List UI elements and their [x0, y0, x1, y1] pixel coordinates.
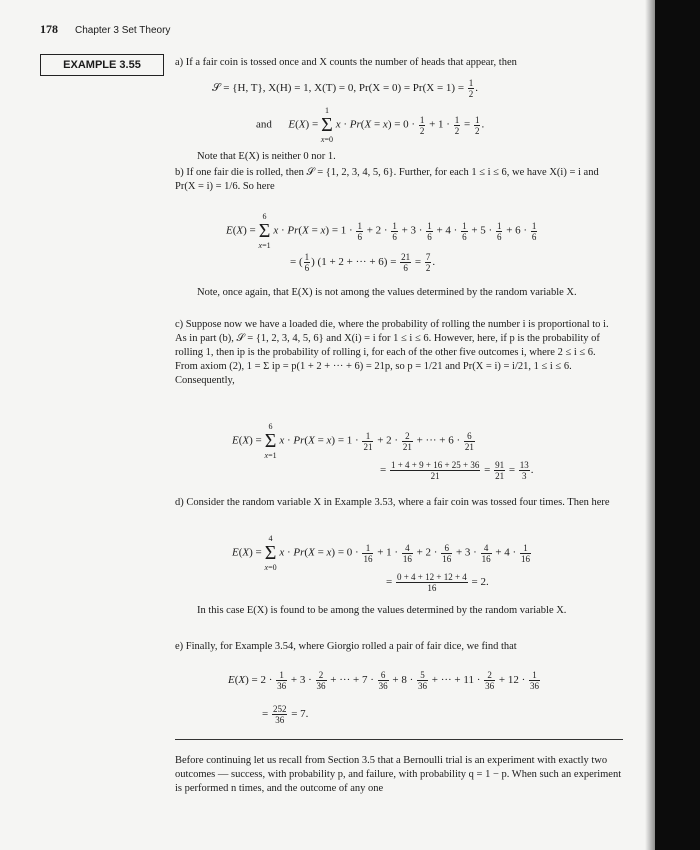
- section-divider: [175, 739, 623, 740]
- part-b-eq2: = ( $\frac{1}{6}$ ) (1 + 2 + ··· + 6) = $\frac{21}{6}$ = $\frac{7}{2}$ .: [290, 252, 436, 273]
- running-header: [40, 22, 170, 37]
- part-a-sample-space: 𝒮 = {H, T}, X(H) = 1, X(T) = 0, Pr(X = 0) = Pr(X = 1) = $\frac{1}{2}$ .: [212, 78, 479, 99]
- part-e-eq2: = $\frac{252}{36}$ = 7.: [262, 704, 309, 725]
- part-d-eq2: = $\frac{0 + 4 + 12 + 12 + 4}{16}$ = 2.: [386, 572, 489, 593]
- scan-dark-edge: [655, 0, 700, 850]
- part-c-eq2: = $\frac{1 + 4 + 9 + 16 + 25 + 36}{21}$ = $\frac{91}{21}$ = $\frac{13}{3}$ .: [380, 460, 534, 481]
- part-a-intro: a) If a fair coin is tossed once and X counts the number of heads that appear, then: [175, 57, 517, 68]
- part-c-text: c) Suppose now we have a loaded die, where the probability of rolling the number i is proportional to i. As in part (b), 𝒮 = {1, 2, 3, 4, 5, 6} and X(i) = i for 1 ≤ i ≤ 6. However, here, if p is the probability of rolling 1, then ip is the probability of rolling i, for each of the other five outcomes i, where 2 ≤ i ≤ 6. From axiom (2), 1 = Σ ip = p(1 + 2 + ··· + 6) = 21p, so p = 1/21 and Pr(X = i) = i/21, 1 ≤ i ≤ 6. Consequently,: [175, 319, 609, 386]
- example-label: EXAMPLE 3.55: [40, 54, 164, 76]
- footer-paragraph: Before continuing let us recall from Section 3.5 that a Bernoulli trial is an experiment with exactly two outcomes — success, with probability p, and failure, with probability q = 1 − p. When such an experiment is performed n times, and the outcome of any one: [175, 755, 622, 794]
- part-e-text: e) Finally, for Example 3.54, where Giorgio rolled a pair of fair dice, we find that: [175, 641, 517, 652]
- part-b-note: Note, once again, that E(X) is not among the values determined by the random variable X.: [197, 287, 577, 298]
- part-a-expectation: and E(X) = 1 Σ x=0 x · Pr(X = x) = 0 · $\frac{1}{2}$ + 1 · $\frac{1}{2}$ = $\frac{1}{2}$ .: [256, 106, 485, 144]
- part-d-text: d) Consider the random variable X in Example 3.53, where a fair coin was tossed four times. Then here: [175, 497, 610, 508]
- page-number: 178: [40, 22, 58, 36]
- part-b-eq1: E(X) = 6 Σ x=1 x · Pr(X = x) = 1 · $\frac{1}{6}$ + 2 · $\frac{1}{6}$ + 3 · $\frac{1}{6}$ + 4 · $\frac{1}{6}$ + 5 · $\frac{1}{6}$ + 6 · $\frac{1}{6}$: [226, 212, 537, 250]
- part-e-eq1: E(X) = 2 · $\frac{1}{36}$ + 3 · $\frac{2}{36}$ + ··· + 7 · $\frac{6}{36}$ + 8 · $\frac{5}{36}$ + ··· + 11 · $\frac{2}{36}$ + 12 · $\frac{1}{36}$: [228, 670, 540, 691]
- part-b-intro: b) If one fair die is rolled, then 𝒮 = {1, 2, 3, 4, 5, 6}. Further, for each 1 ≤ i ≤ 6, we have X(i) = i and Pr(X = i) = 1/6. So here: [175, 167, 599, 192]
- part-c-eq1: E(X) = 6 Σ x=1 x · Pr(X = x) = 1 · $\frac{1}{21}$ + 2 · $\frac{2}{21}$ + ··· + 6 · $\frac{6}{21}$: [232, 422, 474, 460]
- part-a-note: Note that E(X) is neither 0 nor 1.: [197, 151, 336, 162]
- part-d-eq1: E(X) = 4 Σ x=0 x · Pr(X = x) = 0 · $\frac{1}{16}$ + 1 · $\frac{4}{16}$ + 2 · $\frac{6}{16}$ + 3 · $\frac{4}{16}$ + 4 · $\frac{1}{16}$: [232, 534, 530, 572]
- part-d-note: In this case E(X) is found to be among the values determined by the random variable X.: [197, 605, 567, 616]
- chapter-title: Chapter 3 Set Theory: [75, 25, 171, 36]
